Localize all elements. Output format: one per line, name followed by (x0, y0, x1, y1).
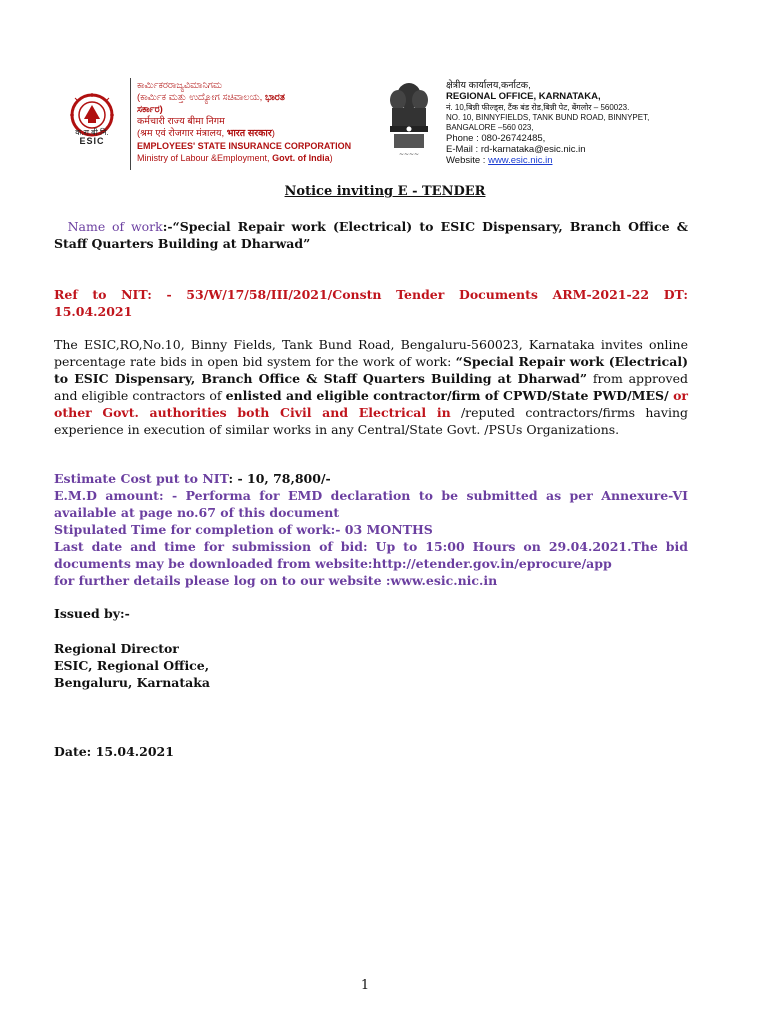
logo-text-hindi: क.रा.बी.नि. (75, 128, 109, 137)
header-divider (130, 78, 131, 170)
issued-by: Issued by:- (54, 606, 130, 621)
website-line: Website : www.esic.nic.in (446, 155, 553, 166)
email: E-Mail : rd-karnataka@esic.nic.in (446, 144, 586, 155)
reference-nit: Ref to NIT: - 53/W/17/58/III/2021/Constn Tender Documents ARM-2021-22 DT: 15.04.2021 (54, 287, 688, 319)
body-paragraph: The ESIC,RO,No.10, Binny Fields, Tank Bund Road, Bengaluru-560023, Karnataka invites online percentage rate bids in open bid system for the work of work: “Special Repair work (Electrical) to ESIC Dispensary, Branch Office & Staff Quarters Building at Dharwad” from approved and eligible contractors of enlisted and eligible contractor/firm of CPWD/State PWD/MES/ or other Govt. authorities both Civil and Electrical in /reputed contractors/firms having experience in execution of similar works in any Central/State Govt. /PSUs Organizations. (54, 337, 688, 437)
organization-block (137, 80, 382, 164)
kannada-name: ಕಾರ್ಮಿಕರರಾಜ್ಯವಿಮಾನಿಗಮ (137, 80, 222, 91)
notice-title: Notice inviting E - TENDER (284, 184, 486, 199)
office-hindi: क्षेत्रीय कार्यालय,कर्नाटक, (446, 80, 531, 91)
kannada-ministry: (ಕಾರ್ಮಿಕ ಮತ್ತು ಉದ್ಯೋಗ ಸಚಿವಾಲಯ, ಭಾರತ (137, 92, 285, 103)
phone: Phone : 080-26742485, (446, 133, 546, 144)
hindi-name: कर्मचारी राज्य बीमा निगम (137, 116, 225, 127)
signatory-title: Regional Director (54, 641, 179, 656)
last-date: Last date and time for submission of bid: Up to 15:00 Hours on 29.04.2021.The bid documents may be downloaded from website:http://etender.gov.in/eprocure/app (54, 539, 688, 571)
office-address-block (446, 80, 746, 166)
address-line1: NO. 10, BINNYFIELDS, TANK BUND ROAD, BINNYPET, (446, 113, 650, 122)
logo-text-esic: ESIC (79, 136, 105, 146)
letterhead (0, 0, 770, 170)
name-of-work-label: Name of work (67, 219, 163, 234)
signatory (54, 640, 688, 691)
website-link[interactable]: www.esic.nic.in (488, 155, 553, 166)
emd-amount: E.M.D amount: - Performa for EMD declaration to be submitted as per Annexure-VI available at page no.67 of this document (54, 488, 688, 520)
page-number: 1 (360, 978, 370, 993)
kannada-sarkar: ಸರ್ಕಾರ) (137, 104, 163, 115)
signatory-location: Bengaluru, Karnataka (54, 675, 211, 690)
name-of-work (54, 218, 688, 252)
ministry-line: Ministry of Labour &Employment, Govt. of India) (137, 153, 333, 163)
hindi-ministry: (श्रम एवं रोजगार मंत्रालय, भारत सरकार) (137, 128, 275, 139)
estimate-cost: Estimate Cost put to NIT: - 10, 78,800/- (54, 471, 331, 486)
issue-date: Date: 15.04.2021 (54, 744, 174, 759)
logo-caption (62, 128, 122, 146)
office-title: REGIONAL OFFICE, KARNATAKA, (446, 91, 601, 102)
tender-details (54, 470, 688, 589)
name-of-work-value: :-“Special Repair work (Electrical) to ESIC Dispensary, Branch Office & Staff Quarters Building at Dharwad” (54, 219, 688, 251)
further-details: for further details please log on to our website :www.esic.nic.in (54, 573, 498, 588)
signatory-office: ESIC, Regional Office, (54, 658, 210, 673)
address-hindi: नं. 10,बिन्नी फील्ड्स, टैंक बंड रोड,बिन्नी पेट, बेंगलोर – 560023. (446, 103, 630, 112)
address-line2: BANGALORE –560 023, (446, 123, 534, 132)
stipulated-time: Stipulated Time for completion of work:- 03 MONTHS (54, 522, 433, 537)
national-emblem-icon (384, 78, 434, 158)
svg-text:~~~~: ~~~~ (398, 151, 420, 158)
english-name: EMPLOYEES' STATE INSURANCE CORPORATION (137, 141, 352, 151)
